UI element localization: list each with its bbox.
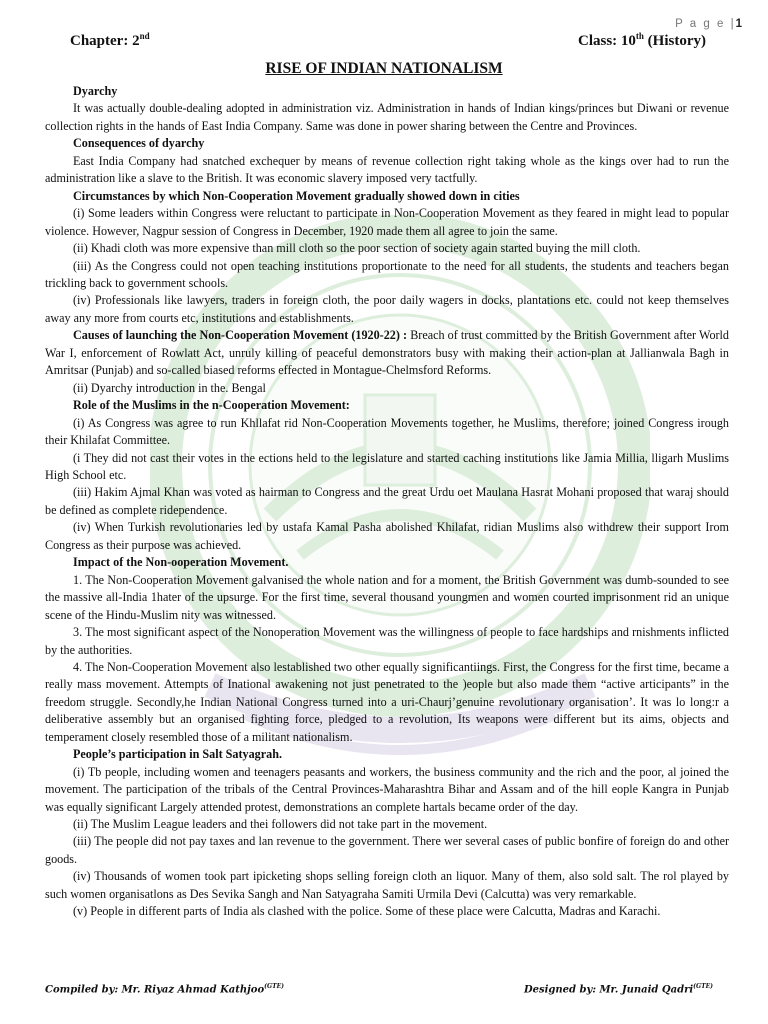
page-separator: | [730,18,736,30]
paragraph: (i) Tb people, including women and teenagers peasants and workers, the business community and the rich and the poor, al joined the movement. The participation of the tribals of the Central Provinces-Maharashtra Bihar and Assam and of the hill eople Kangra in Punjab was equally significant Largely attended protest, demonstrations an complete hartals became order of the day. [45,764,729,814]
paragraph-with-heading [45,327,729,379]
paragraph: (ii) Khadi cloth was more expensive than mill cloth so the poor section of society again started buying the mill cloth. [73,241,641,256]
section-heading: Circumstances by which Non-Cooperation Movement gradually showed down in cities [73,188,520,203]
inline-text: Breach of trust committed by the British Government after World War I, enforcement of Rowlatt Act, unruly killing of peaceful demonstrators busy with making their action-plan at Jallianwala Bagh in Amritsar (Punjab) and so-called biased reforms effected in Montague-Chelmsford Reforms. [45,328,729,378]
class-text: Class: 10 [577,33,636,49]
paragraph: (i) As Congress was agree to run Khllafat rid Non-Cooperation Movements together, he Muslims, therefore; joined Congress irough their Khilafat Committee. [45,415,729,448]
chapter-label [70,33,150,50]
compiled-by-tag: (GTE) [264,983,284,990]
designed-by [524,983,713,995]
paragraph: (iii) Hakim Ajmal Khan was voted as hairman to Congress and the great Urdu oet Maulana Hasrat Mohani proposed that waraj should be defined as complete ridependence. [45,485,729,517]
page-number-value: 1 [735,18,742,30]
footer [45,983,713,999]
page-number [675,18,742,30]
header-row [70,33,706,53]
document-body [45,83,729,921]
section-heading: Role of the Muslims in the n-Cooperation Movement: [73,398,350,413]
paragraph: (iv) When Turkish revolutionaries led by ustafa Kamal Pasha abolished Khilafat, ridian Muslims also withdrew their support Irom Congress as their purpose was achieved. [45,520,729,552]
paragraph: (i) Some leaders within Congress were reluctant to participate in Non-Cooperation Movement as they feared in might lead to popular violence. However, Nagpur session of Congress in December, 1920 made them all agree to join the same. [45,206,729,238]
paragraph: (i They did not cast their votes in the ections held to the legislature and started caching institutions like Jamia Millia, lligarh Muslims High School etc. [45,450,729,482]
paragraph: It was actually double-dealing adopted in administration viz. Administration in hands of Indian kings/princes but Diwani or revenue collection rights in the hands of East India Company. Same was done in power sharing between the Centre and Provinces. [45,101,729,133]
section-heading: Consequences of dyarchy [73,136,205,151]
paragraph: 4. The Non-Cooperation Movement also lestablished two other equally significantiings. First, the Congress for the first time, became a really mass movement. Attempts of Inational awakening not just penetrated to the )eople but also made them “active articipants” in the freedom struggle. Secondly,he Indian National Congress turned into a uri-Chaurj’genuine revolutionary organisation’. It was lo long:r a deliberative assembly but an organised fighting force, pledged to a revolution, Its weapons were different but its aims, objects and temperament closely resembled those of a militant nationalism. [45,659,729,744]
compiled-by-text: Compiled by: Mr. Riyaz Ahmad Kathjoo [45,984,265,996]
paragraph: (iii) As the Congress could not open teaching institutions proportionate to the need for all students, the students and teachers began trickling back to government schools. [45,258,729,290]
paragraph: (ii) Dyarchy introduction in the. Bengal [73,380,266,395]
paragraph: 3. The most significant aspect of the Nonoperation Movement was the willingness of people to face hardships and rnishments inflicted by the authorities. [45,625,729,657]
section-heading: Dyarchy [73,84,118,98]
designed-by-tag: (GTE) [693,983,713,990]
paragraph: (iv) Professionals like lawyers, traders in foreign cloth, the poor daily wagers in docks, plantations etc. could not keep themselves away any more from courts etc, institutions and establishments. [45,293,729,325]
paragraph: East India Company had snatched exchequer by means of revenue collection right taking whole as the kings over had to run the administration like a slave to the British. It was economic slavery imposed very tactfully. [45,153,729,186]
class-subject: (History) [643,33,706,49]
compiled-by [45,983,284,995]
paragraph: 1. The Non-Cooperation Movement galvanised the whole nation and for a moment, the British Government was dumb-sounded to see the massive all-India 1hater of the upsurge. For the first time, several thousand youngmen and women courted imprisonment rid an unique scene of the Hindu-Muslim nity was witnessed. [45,572,729,622]
chapter-sup: nd [139,31,150,41]
section-heading: Impact of the Non-ooperation Movement. [73,555,289,570]
paragraph: (iii) The people did not pay taxes and lan revenue to the government. There wer several cases of public bonfire of foreign do and other goods. [45,834,729,866]
class-sup: th [635,31,644,41]
chapter-text: Chapter: 2 [70,33,140,49]
page-title: RISE OF INDIAN NATIONALISM [265,60,503,77]
paragraph: (v) People in different parts of India als clashed with the police. Some of these place were Calcutta, Madras and Karachi. [73,904,661,919]
paragraph: (ii) The Muslim League leaders and thei followers did not take part in the movement. [73,817,488,832]
section-heading: People’s participation in Salt Satyagrah. [73,747,282,762]
inline-heading: Causes of launching the Non-Cooperation Movement (1920-22) : [73,328,408,343]
designed-by-text: Designed by: Mr. Junaid Qadri [523,984,694,996]
class-label [578,33,706,50]
paragraph: (iv) Thousands of women took part ipicketing shops selling foreign cloth an liquor. Many of them, also sold salt. The rol played by such women organisatlons as Des Sevika Sangh and Nan Satyagraha Samiti Urmila Devi (Calcutta) was very remarkable. [45,869,729,901]
page-label: P a g e [675,18,726,30]
